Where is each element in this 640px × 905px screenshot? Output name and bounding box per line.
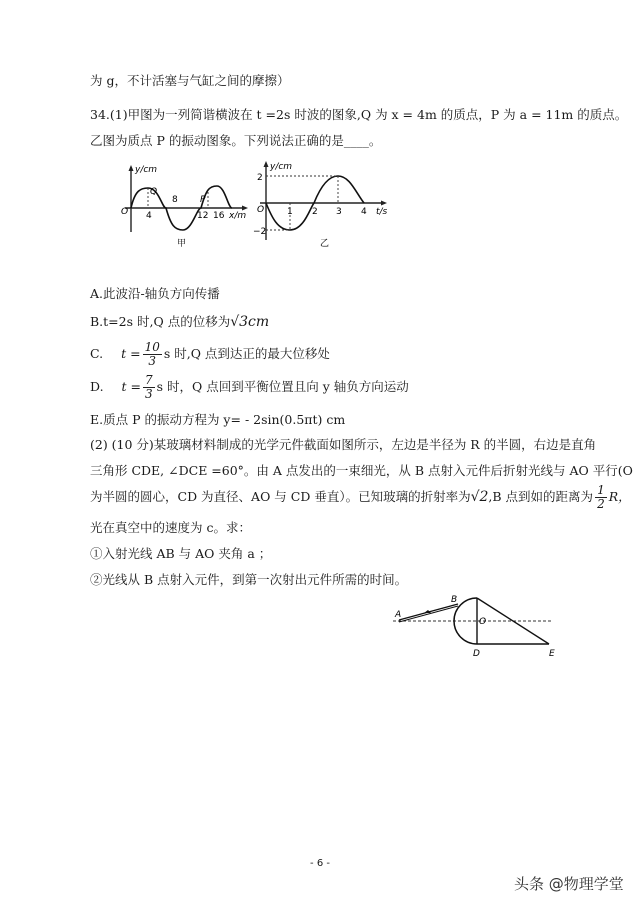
q2-line4: 光在真空中的速度为 c。求： (90, 520, 251, 535)
yi-tick-1: 1 (287, 207, 293, 217)
q34-line1: 34.(1)甲图为一列简谐横波在 t =2s 时波的图象,Q 为 x = 4m 的质点，P 为 a = 11m 的质点。 (90, 107, 628, 122)
yi-y-label: y/cm (270, 162, 293, 172)
q2-sub1: ①入射光线 AB 与 AO 夹角 a ； (90, 546, 272, 561)
option-d-fraction (143, 374, 155, 401)
q2-line1: (2) (10 分)某玻璃材料制成的光学元件截面如图所示，左边是半径为 R 的半圆，右边是直角 (90, 437, 597, 452)
q2-line2: 三角形 CDE, ∠DCE =60°。由 A 点发出的一束细光，从 B 点射入元件后折射光线与 AO 平行(O (90, 463, 633, 478)
option-c-num: 10 (144, 340, 160, 354)
jia-tick-4: 4 (146, 211, 152, 221)
yi-y-bottom: −2 (253, 227, 267, 237)
q34-line2: 乙图为质点 P 的振动图象。下列说法正确的是____。 (90, 133, 382, 148)
yi-x-label: t/s (376, 207, 388, 217)
option-d-num: 7 (145, 373, 153, 387)
jia-y-label: y/cm (135, 165, 158, 175)
q2-line3-num: 1 (597, 483, 605, 497)
yi-origin: O (257, 205, 265, 215)
fig-label-e: E (549, 649, 555, 659)
jia-origin: O (121, 207, 129, 217)
jia-point-p: P (200, 195, 206, 205)
option-c-den: 3 (148, 354, 157, 368)
jia-x-label: x/m (229, 211, 247, 221)
option-b-math: √3cm (230, 314, 270, 330)
fig-label-o: O (479, 617, 487, 627)
yi-tick-3: 3 (336, 207, 342, 217)
jia-tick-12: 12 (197, 211, 209, 221)
page-number: - 6 - (310, 858, 330, 869)
fig-label-a: A (395, 610, 402, 620)
jia-caption: 甲 (177, 239, 187, 249)
option-d-text: s 时，Q 点回到平衡位置且向 y 轴负方向运动 (156, 379, 409, 394)
jia-tick-16: 16 (213, 211, 225, 221)
yi-caption: 乙 (320, 239, 330, 249)
fig-label-d: D (473, 649, 480, 659)
option-c-fraction (143, 341, 162, 368)
option-e: E.质点 P 的振动方程为 y= - 2sin(0.5πt) cm (90, 412, 346, 427)
q2-line3-text-c: R， (608, 489, 631, 504)
option-d-label: D. (90, 379, 104, 394)
option-d-t: t = (121, 379, 142, 394)
wave-graph-jia (115, 160, 255, 250)
option-b-text: B.t=2s 时,Q 点的位移为 (90, 314, 231, 329)
option-a: A.此波沿-轴负方向传播 (90, 286, 220, 301)
option-c (90, 339, 330, 369)
q2-line3-text-b: ,B 点到如的距离为 (488, 489, 594, 504)
vibration-graph-yi (252, 158, 400, 250)
q2-line3-math: √2 (470, 489, 489, 505)
yi-tick-2: 2 (312, 207, 318, 217)
q2-sub2: ②光线从 B 点射入元件，到第一次射出元件所需的时间。 (90, 572, 408, 587)
option-c-label: C. (90, 346, 104, 361)
jia-point-q: Q (150, 187, 158, 197)
yi-tick-4: 4 (361, 207, 367, 217)
option-c-t: t = (121, 346, 141, 361)
optics-figure (385, 590, 565, 660)
yi-y-top: 2 (257, 173, 263, 183)
option-d-den: 3 (145, 387, 153, 401)
option-d (90, 372, 409, 402)
option-b (90, 314, 269, 330)
jia-tick-8: 8 (172, 195, 178, 205)
q2-line3-fraction (595, 484, 607, 511)
q2-line3 (90, 482, 631, 512)
watermark: 头条 @物理学堂 (514, 875, 624, 893)
option-c-text: s 时,Q 点到达正的最大位移处 (163, 346, 330, 361)
q2-line3-den: 2 (597, 497, 605, 511)
intro-line: 为 g，不计活塞与气缸之间的摩擦） (90, 73, 290, 88)
fig-label-b: B (451, 595, 458, 605)
q2-line3-text-a: 为半圆的圆心，CD 为直径、AO 与 CD 垂直）。已知玻璃的折射率为 (90, 489, 471, 504)
